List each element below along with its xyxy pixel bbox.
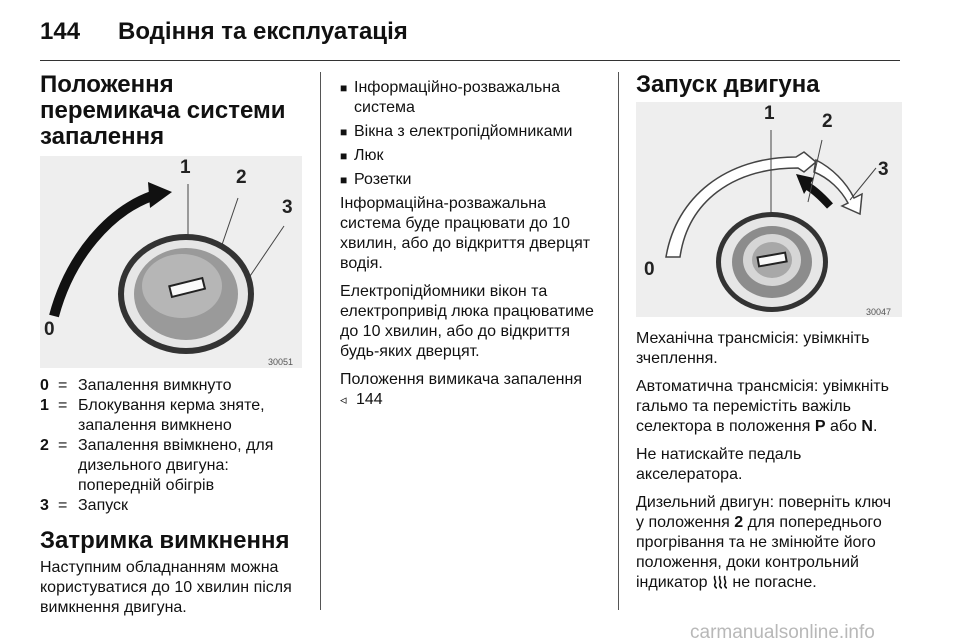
legend-key: 3 xyxy=(40,497,49,514)
list-item-text: Люк xyxy=(354,147,384,164)
legend-row xyxy=(40,496,305,516)
figure-label-2: 2 xyxy=(236,167,247,188)
manual-transmission-paragraph: Механічна трансмісія: увімкніть зчеплення. xyxy=(636,330,870,367)
column-engine-start xyxy=(636,72,901,601)
infotainment-paragraph: Інформаційна-розважальна система буде працювати до 10 хвилин, або до відкриття дверцят водія. xyxy=(340,195,591,272)
paragraph-text: не погасне. xyxy=(727,574,817,591)
legend-key: 1 xyxy=(40,397,49,414)
selector-position-p: P xyxy=(814,418,826,435)
key-position-2: 2 xyxy=(734,514,744,531)
page-number: 144 xyxy=(40,18,81,45)
list-item xyxy=(340,122,605,142)
diesel-paragraph xyxy=(636,493,901,593)
legend-row xyxy=(40,396,305,436)
figure-number: 30047 xyxy=(866,307,892,317)
list-item xyxy=(340,146,605,166)
bullet-square-icon: ■ xyxy=(340,173,348,187)
windows-paragraph: Електропідйомники вікон та електропривід люка працюватиме до 10 хвилин, або до відкриття будь-яких дверцят. xyxy=(340,283,594,360)
figure-label-2: 2 xyxy=(822,111,833,132)
bullet-square-icon: ■ xyxy=(340,149,348,163)
selector-position-n: N xyxy=(861,418,873,435)
legend-text: Запалення ввімкнено, для дизельного двигуна: попередній обігрів xyxy=(78,437,274,494)
list-item xyxy=(340,78,605,118)
section-heading-delay: Затримка вимкнення xyxy=(40,527,290,554)
paragraph-text: Дизельний двигун: поверніть ключ у положення xyxy=(636,494,892,531)
automatic-transmission-paragraph xyxy=(636,377,901,437)
page-reference-icon: ◃ xyxy=(340,392,347,407)
legend-row xyxy=(40,436,305,496)
accelerator-paragraph: Не натискайте педаль акселератора. xyxy=(636,446,802,483)
legend-key: 2 xyxy=(40,437,49,454)
chapter-title: Водіння та експлуатація xyxy=(118,18,408,45)
figure-label-1: 1 xyxy=(180,157,191,178)
delay-paragraph: Наступним обладнанням можна користуватися до 10 хвилин після вимкнення двигуна. xyxy=(40,559,292,616)
figure-label-3: 3 xyxy=(282,197,293,218)
list-item xyxy=(340,170,605,190)
bullet-square-icon: ■ xyxy=(340,81,348,95)
legend-row xyxy=(40,376,305,396)
column-divider-1 xyxy=(320,72,321,610)
ignition-switch-figure xyxy=(40,156,302,368)
legend-equals: = xyxy=(58,377,68,394)
figure-label-0: 0 xyxy=(644,259,655,280)
glow-plug-icon xyxy=(712,573,728,589)
paragraph-text: . xyxy=(872,418,878,435)
page-reference-link[interactable] xyxy=(340,390,605,410)
reference-paragraph: Положення вимикача запалення xyxy=(340,371,582,388)
position-legend xyxy=(40,376,305,516)
page-reference-number: 144 xyxy=(356,391,383,408)
legend-equals: = xyxy=(58,397,68,414)
bullet-square-icon: ■ xyxy=(340,125,348,139)
watermark-text: carmanualsonline.info xyxy=(690,622,875,643)
legend-key: 0 xyxy=(40,377,49,394)
legend-text: Блокування керма зняте, запалення вимкнено xyxy=(78,397,265,434)
engine-start-figure xyxy=(636,102,902,317)
column-divider-2 xyxy=(618,72,619,610)
legend-text: Запалення вимкнуто xyxy=(78,377,232,394)
figure-number: 30051 xyxy=(268,357,294,367)
ignition-switch-illustration xyxy=(40,156,302,368)
figure-label-0: 0 xyxy=(44,319,55,340)
list-item-text: Розетки xyxy=(354,171,412,188)
column-delay-list xyxy=(340,78,605,410)
page-header xyxy=(0,0,960,62)
figure-label-1: 1 xyxy=(764,103,775,124)
list-item-text: Вікна з електропідйомниками xyxy=(354,123,573,140)
section-heading-start: Запуск двигуна xyxy=(636,71,820,98)
header-rule xyxy=(40,60,900,61)
paragraph-text: Автоматична трансмісія: увімкніть гальмо та перемістіть важіль селектора в положення xyxy=(636,378,889,435)
column-ignition-positions xyxy=(40,72,305,626)
legend-equals: = xyxy=(58,437,68,454)
legend-text: Запуск xyxy=(78,497,129,514)
list-item-text: Інформаційно-розважальна система xyxy=(354,79,561,116)
paragraph-text: для попереднього прогрівання та не змінюйте його положення, доки контрольний індикатор xyxy=(636,514,882,591)
engine-start-illustration xyxy=(636,102,902,317)
figure-label-3: 3 xyxy=(878,159,889,180)
section-heading-ignition: Положення перемикача системи запалення xyxy=(40,71,286,150)
legend-equals: = xyxy=(58,497,68,514)
paragraph-text: або xyxy=(825,418,862,435)
